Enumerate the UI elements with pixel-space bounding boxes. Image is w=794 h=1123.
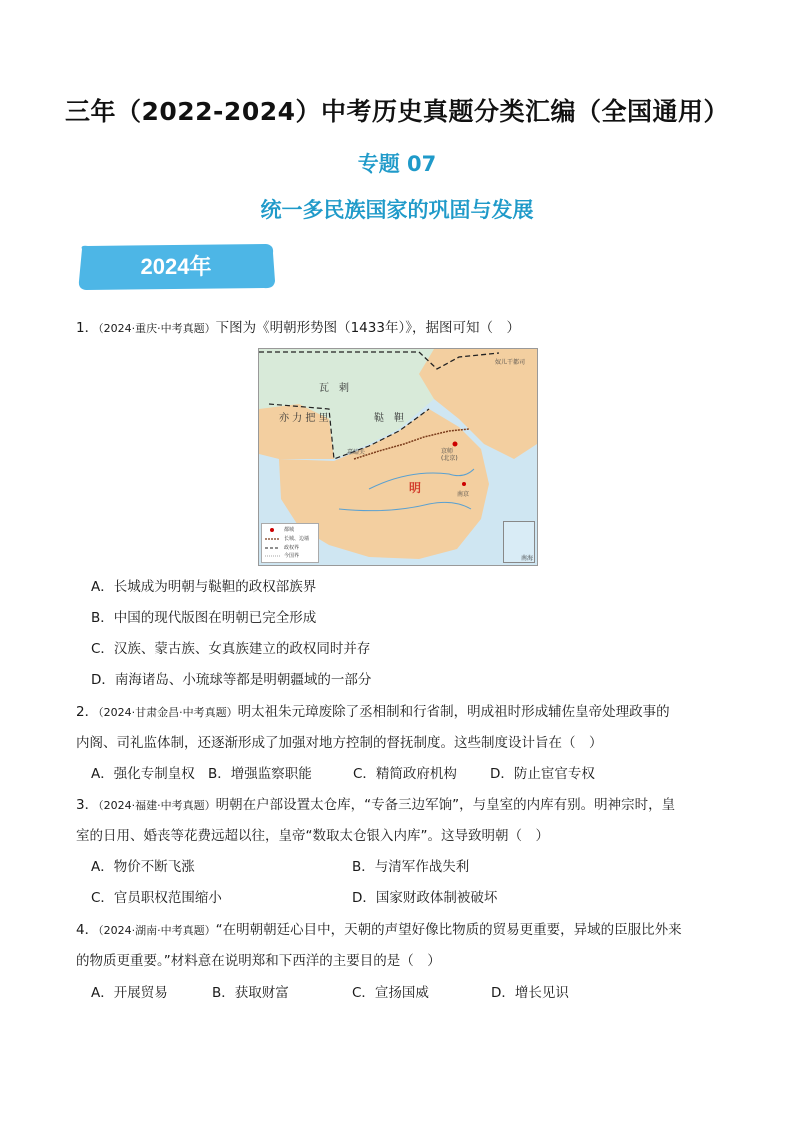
q1-option-c: C．汉族、蒙古族、女真族建立的政权同时并存 bbox=[91, 641, 371, 657]
question-1-number: 1． bbox=[76, 320, 99, 336]
legend-great-wall: 长城、边墙 bbox=[284, 536, 310, 542]
q3-option-b: B．与清军作战失利 bbox=[352, 859, 470, 875]
question-4-stem-1: “在明朝朝廷心目中，天朝的声望好像比物质的贸易更重要，异域的臣服比外来 bbox=[215, 922, 682, 938]
question-4-line-1 bbox=[76, 920, 682, 941]
question-4-line-2: 的物质更重要。”材料意在说明郑和下西洋的主要目的是（ ） bbox=[76, 953, 441, 969]
question-4-number: 4． bbox=[76, 922, 99, 938]
inset-label-nanhai: 南海 bbox=[520, 555, 533, 562]
page-title: 三年（2022-2024）中考历史真题分类汇编（全国通用） bbox=[64, 97, 730, 126]
question-3-line-1 bbox=[76, 795, 675, 816]
question-3-line-2: 室的日用、婚丧等花费远超以往，皇帝“数取太仓银入内库”。这导致明朝（ ） bbox=[76, 828, 549, 844]
south-sea-inset bbox=[503, 521, 535, 563]
map-label-wala: 瓦 剌 bbox=[319, 383, 349, 394]
map-label-beijing: (北京) bbox=[441, 455, 458, 462]
question-3-number: 3． bbox=[76, 797, 99, 813]
beijing-marker bbox=[453, 442, 458, 447]
map-legend bbox=[261, 523, 319, 563]
q2-option-b: B．增强监察职能 bbox=[208, 766, 312, 782]
question-2-source: （2024·甘肃金昌·中考真题） bbox=[98, 706, 238, 719]
question-2-line-1 bbox=[76, 702, 670, 723]
map-label-nanjing: 南京 bbox=[457, 491, 470, 498]
topic-title: 统一多民族国家的巩固与发展 bbox=[260, 198, 534, 222]
map-label-nujiergan: 奴儿干都司 bbox=[495, 359, 526, 366]
ming-map bbox=[258, 348, 538, 566]
question-3-stem-1: 明朝在户部设置太仓库，“专备三边军饷”，与皇室的内库有别。明神宗时，皇 bbox=[215, 797, 676, 813]
legend-capital: 都城 bbox=[284, 527, 295, 533]
q4-option-d: D．增长见识 bbox=[491, 985, 569, 1001]
question-2-stem-1: 明太祖朱元璋废除了丞相制和行省制，明成祖时形成辅佐皇帝处理政事的 bbox=[237, 704, 670, 720]
q1-option-d: D．南海诸岛、小琉球等都是明朝疆域的一部分 bbox=[91, 672, 372, 688]
question-1 bbox=[76, 318, 520, 339]
q3-option-d: D．国家财政体制被破坏 bbox=[352, 890, 498, 906]
question-1-source: （2024·重庆·中考真题） bbox=[98, 322, 216, 335]
legend-modern-border: 今国界 bbox=[284, 553, 300, 559]
q2-option-a: A．强化专制皇权 bbox=[91, 766, 195, 782]
year-badge bbox=[76, 243, 276, 291]
q4-option-a: A．开展贸易 bbox=[91, 985, 168, 1001]
q4-option-b: B．获取财富 bbox=[212, 985, 289, 1001]
map-label-dada: 鞑 靼 bbox=[374, 413, 404, 424]
q1-option-b: B．中国的现代版图在明朝已完全形成 bbox=[91, 610, 317, 626]
q2-option-c: C．精简政府机构 bbox=[353, 766, 457, 782]
question-2-number: 2． bbox=[76, 704, 99, 720]
question-1-stem: 下图为《明朝形势图（1433年）》，据图可知（ ） bbox=[215, 320, 520, 336]
nanjing-marker bbox=[462, 482, 466, 486]
q2-option-d: D．防止宦官专权 bbox=[490, 766, 595, 782]
map-label-jingshi: 京师 bbox=[441, 448, 454, 455]
map-label-ming: 明 bbox=[409, 481, 422, 495]
q3-option-a: A．物价不断飞涨 bbox=[91, 859, 195, 875]
map-label-jiayuguan: 嘉峪关 bbox=[347, 449, 366, 456]
map-label-chilibali: 亦 力 把 里 bbox=[279, 413, 329, 424]
year-badge-label: 2024年 bbox=[140, 254, 212, 279]
q1-option-a: A．长城成为明朝与鞑靼的政权部族界 bbox=[91, 579, 317, 595]
q3-option-c: C．官员职权范围缩小 bbox=[91, 890, 222, 906]
question-2-line-2: 内阁、司礼监体制，还逐渐形成了加强对地方控制的督抚制度。这些制度设计旨在（ ） bbox=[76, 735, 603, 751]
q4-option-c: C．宣扬国威 bbox=[352, 985, 429, 1001]
topic-number: 专题 07 bbox=[357, 152, 437, 176]
legend-political-border: 政权界 bbox=[284, 545, 300, 551]
question-4-source: （2024·湖南·中考真题） bbox=[98, 924, 216, 937]
question-3-source: （2024·福建·中考真题） bbox=[98, 799, 216, 812]
